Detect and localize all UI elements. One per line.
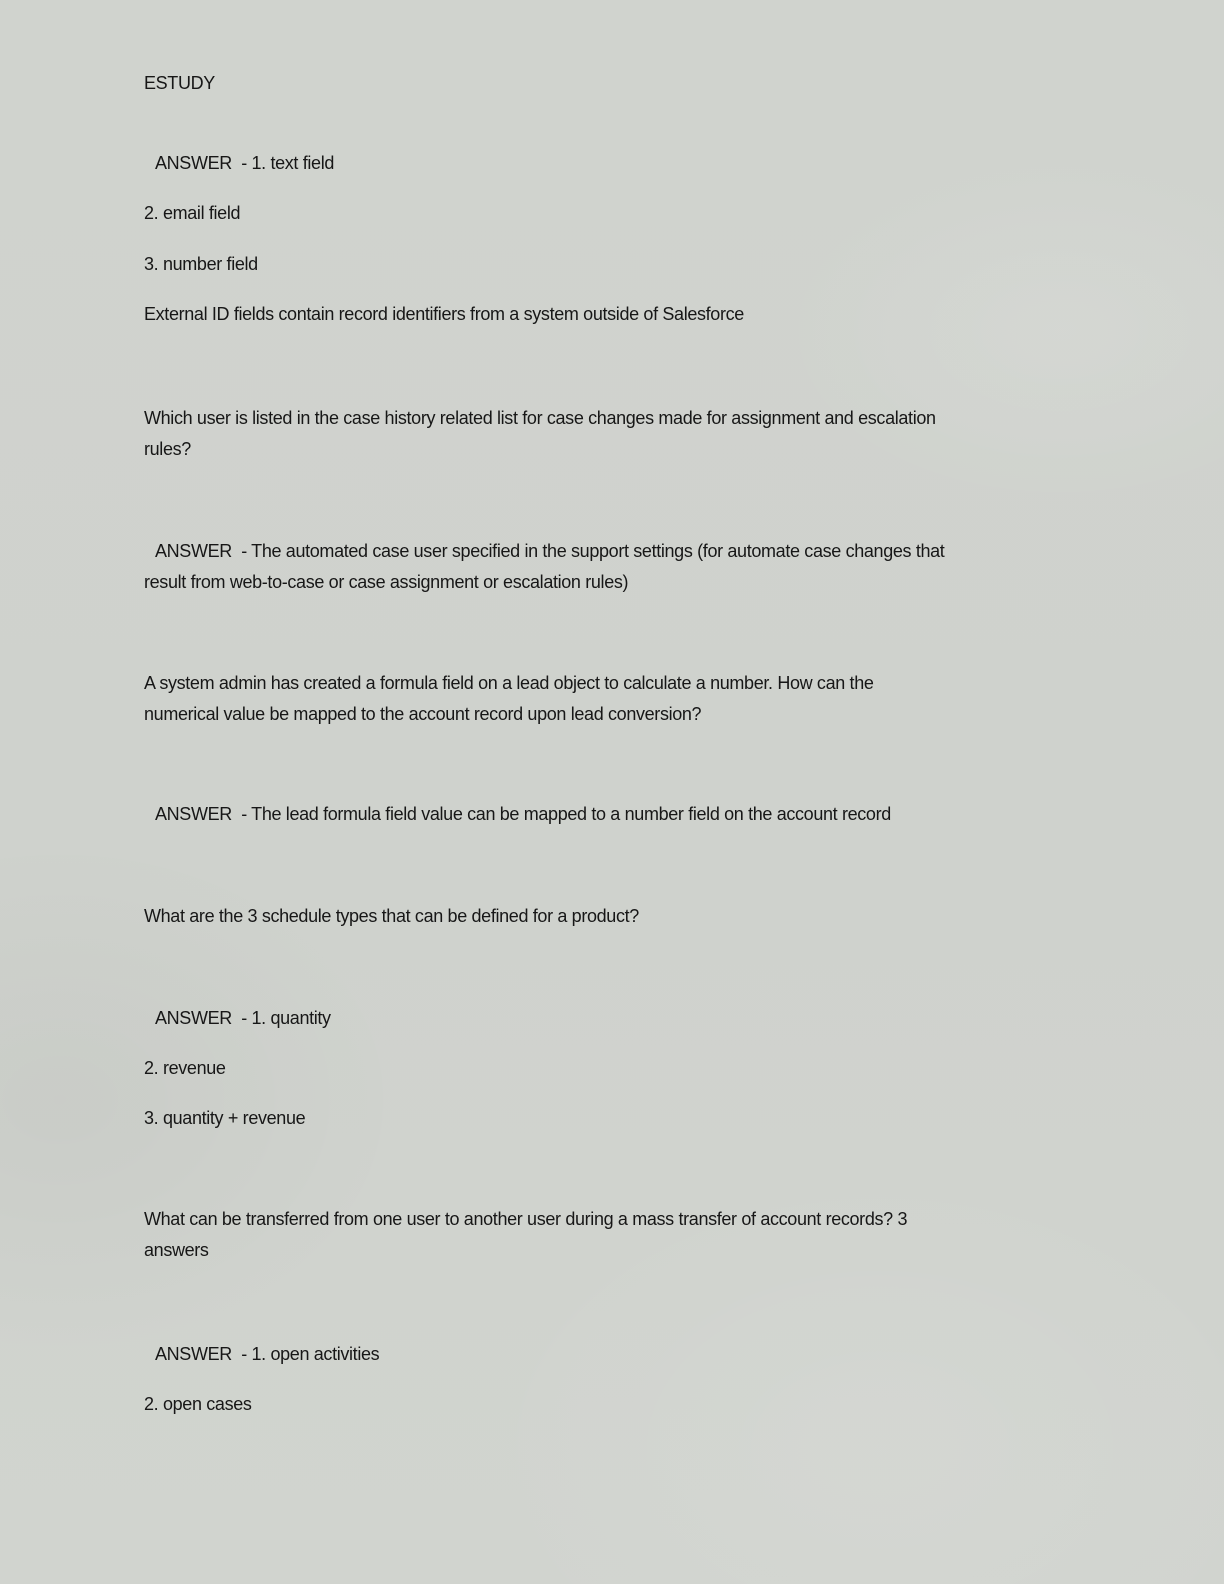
question-case-history-line-2: rules? (144, 439, 191, 459)
statement-external-id-fields: External ID fields contain record identifiers from a system outside of Salesforce (144, 304, 744, 324)
answer-case-history-line-2: result from web-to-case or case assignment or escalation rules) (144, 572, 629, 592)
answer-schedule-item-3: 3. quantity + revenue (144, 1108, 306, 1128)
question-lead-formula-line-2: numerical value be mapped to the account record upon lead conversion? (144, 704, 702, 724)
document-title: ESTUDY (144, 73, 215, 93)
question-lead-formula-line-1: A system admin has created a formula field on a lead object to calculate a number. How can the (144, 673, 874, 693)
answer-mass-transfer-item-1: ANSWER - 1. open activities (155, 1344, 380, 1364)
answer-field-types-item-3: 3. number field (144, 254, 258, 274)
answer-mass-transfer-item-2: 2. open cases (144, 1394, 252, 1414)
answer-case-history-line-1: ANSWER - The automated case user specified in the support settings (for automate case changes that (155, 541, 945, 561)
answer-field-types-item-2: 2. email field (144, 203, 241, 223)
answer-field-types-item-1: ANSWER - 1. text field (155, 153, 334, 173)
question-mass-transfer-line-2: answers (144, 1240, 209, 1260)
question-case-history-line-1: Which user is listed in the case history related list for case changes made for assignment and escalation (144, 408, 936, 428)
answer-schedule-item-1: ANSWER - 1. quantity (155, 1008, 331, 1028)
question-schedule-types: What are the 3 schedule types that can be defined for a product? (144, 906, 639, 926)
answer-schedule-item-2: 2. revenue (144, 1058, 226, 1078)
question-mass-transfer-line-1: What can be transferred from one user to another user during a mass transfer of account records? 3 (144, 1209, 908, 1229)
answer-lead-formula: ANSWER - The lead formula field value can be mapped to a number field on the account record (155, 804, 891, 824)
